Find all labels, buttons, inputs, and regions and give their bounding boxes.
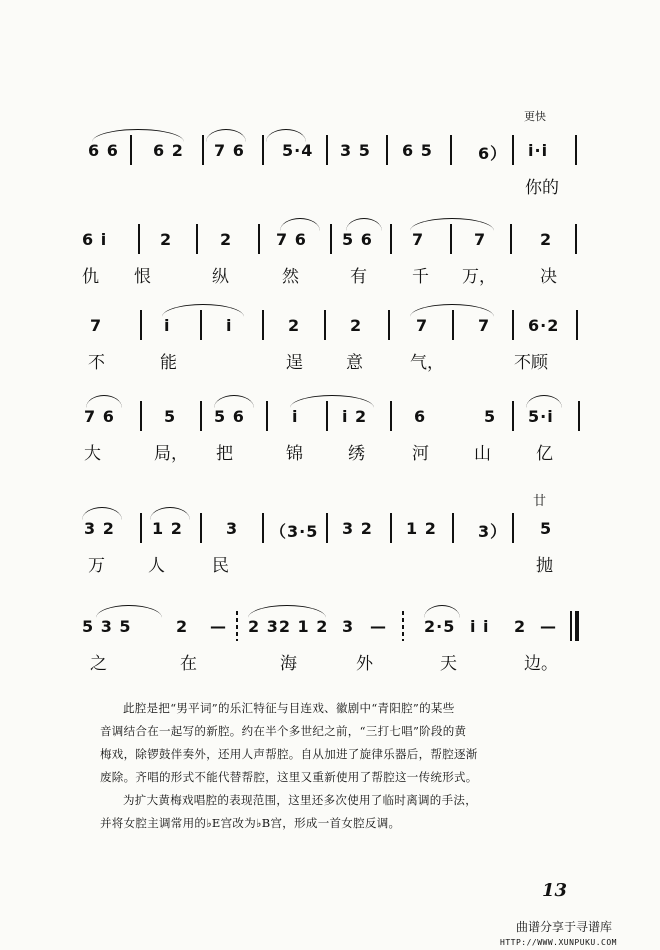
slur xyxy=(280,218,320,231)
slur xyxy=(266,129,306,142)
lyrics-row xyxy=(0,262,660,288)
note-group: 2·5 xyxy=(424,617,456,636)
lyrics-row xyxy=(0,173,660,199)
note-group: i xyxy=(226,316,233,335)
barline xyxy=(510,224,512,254)
lyric: 不 xyxy=(88,353,105,373)
note-group: 7 xyxy=(412,230,425,249)
note-group: 6 2 xyxy=(153,141,184,160)
lyric: 然 xyxy=(282,267,299,287)
lyric: 在 xyxy=(180,654,197,674)
note-group: 7 xyxy=(90,316,103,335)
lyric: 海 xyxy=(280,654,297,674)
slur xyxy=(290,395,374,408)
note-group: 2 xyxy=(176,617,189,636)
note-group: — xyxy=(210,617,227,636)
barline xyxy=(390,513,392,543)
watermark-url: HTTP://WWW.XUNPUKU.COM xyxy=(500,938,617,947)
lyric: 万， xyxy=(462,267,496,287)
barline xyxy=(575,135,577,165)
note-group: i 2 xyxy=(342,407,368,426)
lyric: 亿 xyxy=(536,444,553,464)
note-group: 3 2 xyxy=(84,519,115,538)
note-group: 5 xyxy=(164,407,177,426)
note-group: 3 5 xyxy=(340,141,371,160)
note-group: 5 xyxy=(484,407,497,426)
note-group: 3） xyxy=(478,522,508,541)
note-group: 5·4 xyxy=(282,141,314,160)
note-group: 7 6 xyxy=(214,141,245,160)
barline xyxy=(326,135,328,165)
note-group: 2 xyxy=(160,230,173,249)
note-group: 5 6 xyxy=(342,230,373,249)
lyric: 把 xyxy=(216,444,233,464)
note-group: 1 2 xyxy=(152,519,183,538)
lyric: 千 xyxy=(412,267,429,287)
notes-row xyxy=(0,135,660,165)
text-line: 废除。齐唱的形式不能代替帮腔，这里又重新使用了帮腔这一传统形式。 xyxy=(100,770,478,784)
note-group: 7 xyxy=(478,316,491,335)
lyrics-row xyxy=(0,439,660,465)
notes-row xyxy=(0,401,660,431)
barline xyxy=(200,513,202,543)
lyric: 恨 xyxy=(134,267,151,287)
barline xyxy=(390,401,392,431)
slur xyxy=(214,395,254,408)
lyric: 能 xyxy=(160,353,177,373)
slur xyxy=(410,304,494,317)
barline xyxy=(140,310,142,340)
commentary-paragraph-1 xyxy=(100,697,560,789)
lyric: 仇 xyxy=(82,267,99,287)
lyric: 大 xyxy=(84,444,101,464)
slur xyxy=(346,218,382,231)
note-group: 6） xyxy=(478,144,508,163)
barline xyxy=(200,401,202,431)
lyric: 局， xyxy=(154,444,188,464)
note-group: 3 xyxy=(226,519,239,538)
notes-row xyxy=(0,611,660,641)
barline xyxy=(512,310,514,340)
note-group: i xyxy=(292,407,299,426)
barline xyxy=(140,513,142,543)
note-group: 6 i xyxy=(82,230,108,249)
barline xyxy=(138,224,140,254)
lyric: 外 xyxy=(356,654,373,674)
final-barline-thick xyxy=(575,611,579,641)
barline xyxy=(324,310,326,340)
lyric: 天 xyxy=(440,654,457,674)
barline xyxy=(202,135,204,165)
text-line: 音调结合在一起写的新腔。约在半个多世纪之前，“三打七唱”阶段的黄 xyxy=(100,724,467,738)
barline xyxy=(386,135,388,165)
note-group: 5·i xyxy=(528,407,554,426)
note-group: 6 5 xyxy=(402,141,433,160)
barline xyxy=(512,401,514,431)
barline xyxy=(262,513,264,543)
slur xyxy=(86,395,122,408)
barline xyxy=(258,224,260,254)
lyric: 山 xyxy=(474,444,491,464)
lyric: 不顾 xyxy=(514,353,548,373)
note-group: i xyxy=(164,316,171,335)
lyric: 万 xyxy=(88,556,105,576)
note-group: i·i xyxy=(528,141,549,160)
lyrics-row xyxy=(0,649,660,675)
note-group: 2 xyxy=(350,316,363,335)
lyric: 纵 xyxy=(212,267,229,287)
commentary-paragraph-2 xyxy=(100,789,560,835)
note-group: 6 6 xyxy=(88,141,119,160)
note-group: i i xyxy=(470,617,490,636)
barline xyxy=(262,310,264,340)
lyric: 之 xyxy=(90,654,107,674)
barline xyxy=(390,224,392,254)
lyric: 绣 xyxy=(348,444,365,464)
lyric: 边。 xyxy=(524,654,558,674)
note-group: 7 xyxy=(416,316,429,335)
note-group: 1 2 xyxy=(406,519,437,538)
note-group: 5 xyxy=(540,519,553,538)
note-group: （3·5 xyxy=(270,522,319,541)
note-group: 2 xyxy=(288,316,301,335)
barline xyxy=(578,401,580,431)
slur xyxy=(150,507,190,520)
barline xyxy=(512,513,514,543)
watermark-title: 曲谱分享于寻谱库 xyxy=(516,920,613,934)
note-group: — xyxy=(540,617,557,636)
lyric: 你的 xyxy=(525,178,559,198)
note-group: 2 xyxy=(514,617,527,636)
tempo-mark: 更快 xyxy=(524,110,546,123)
lyrics-row xyxy=(0,551,660,577)
slur xyxy=(162,304,244,317)
slur xyxy=(92,129,184,142)
slur xyxy=(526,395,562,408)
fermata-mark: 廿 xyxy=(533,494,547,509)
notes-row xyxy=(0,513,660,543)
lyric: 有 xyxy=(350,267,367,287)
slur xyxy=(248,605,326,618)
dashed-barline xyxy=(402,611,404,641)
barline xyxy=(388,310,390,340)
lyric: 人 xyxy=(148,556,165,576)
lyric: 民 xyxy=(212,556,229,576)
barline xyxy=(576,310,578,340)
slur xyxy=(82,507,122,520)
slur xyxy=(424,605,460,618)
note-group: 6·2 xyxy=(528,316,560,335)
page-number: 13 xyxy=(542,880,568,901)
barline xyxy=(575,224,577,254)
lyric: 锦 xyxy=(286,444,303,464)
lyric: 河 xyxy=(412,444,429,464)
note-group: — xyxy=(370,617,387,636)
note-group: 2 32 1 2 xyxy=(248,617,329,636)
lyric: 抛 xyxy=(536,556,553,576)
barline xyxy=(330,224,332,254)
dashed-barline xyxy=(236,611,238,641)
barline xyxy=(450,135,452,165)
barline xyxy=(326,513,328,543)
note-group: 5 3 5 xyxy=(82,617,132,636)
barline xyxy=(452,513,454,543)
note-group: 7 6 xyxy=(276,230,307,249)
note-group: 7 6 xyxy=(84,407,115,426)
note-group: 3 xyxy=(342,617,355,636)
notes-row xyxy=(0,224,660,254)
note-group: 7 xyxy=(474,230,487,249)
lyrics-row xyxy=(0,348,660,374)
lyric: 气， xyxy=(410,353,444,373)
text-line: 并将女腔主调常用的♭E宫改为♭B宫，形成一首女腔反调。 xyxy=(100,816,401,830)
lyric: 意 xyxy=(346,353,363,373)
text-line: 此腔是把“男平词”的乐汇特征与目连戏、徽剧中“青阳腔”的某些 xyxy=(123,701,455,715)
lyric: 决 xyxy=(540,267,557,287)
slur xyxy=(206,129,246,142)
final-barline-thin xyxy=(570,611,572,641)
barline xyxy=(262,135,264,165)
note-group: 2 xyxy=(220,230,233,249)
slur xyxy=(96,605,162,618)
barline xyxy=(266,401,268,431)
slur xyxy=(410,218,494,231)
lyric: 逞 xyxy=(286,353,303,373)
note-group: 2 xyxy=(540,230,553,249)
note-group: 5 6 xyxy=(214,407,245,426)
text-line: 梅戏，除锣鼓伴奏外，还用人声帮腔。自从加进了旋律乐器后，帮腔逐渐 xyxy=(100,747,478,761)
notes-row xyxy=(0,310,660,340)
text-line: 为扩大黄梅戏唱腔的表现范围，这里还多次使用了临时离调的手法， xyxy=(123,793,477,807)
barline xyxy=(140,401,142,431)
note-group: 3 2 xyxy=(342,519,373,538)
note-group: 6 xyxy=(414,407,427,426)
barline xyxy=(512,135,514,165)
barline xyxy=(196,224,198,254)
